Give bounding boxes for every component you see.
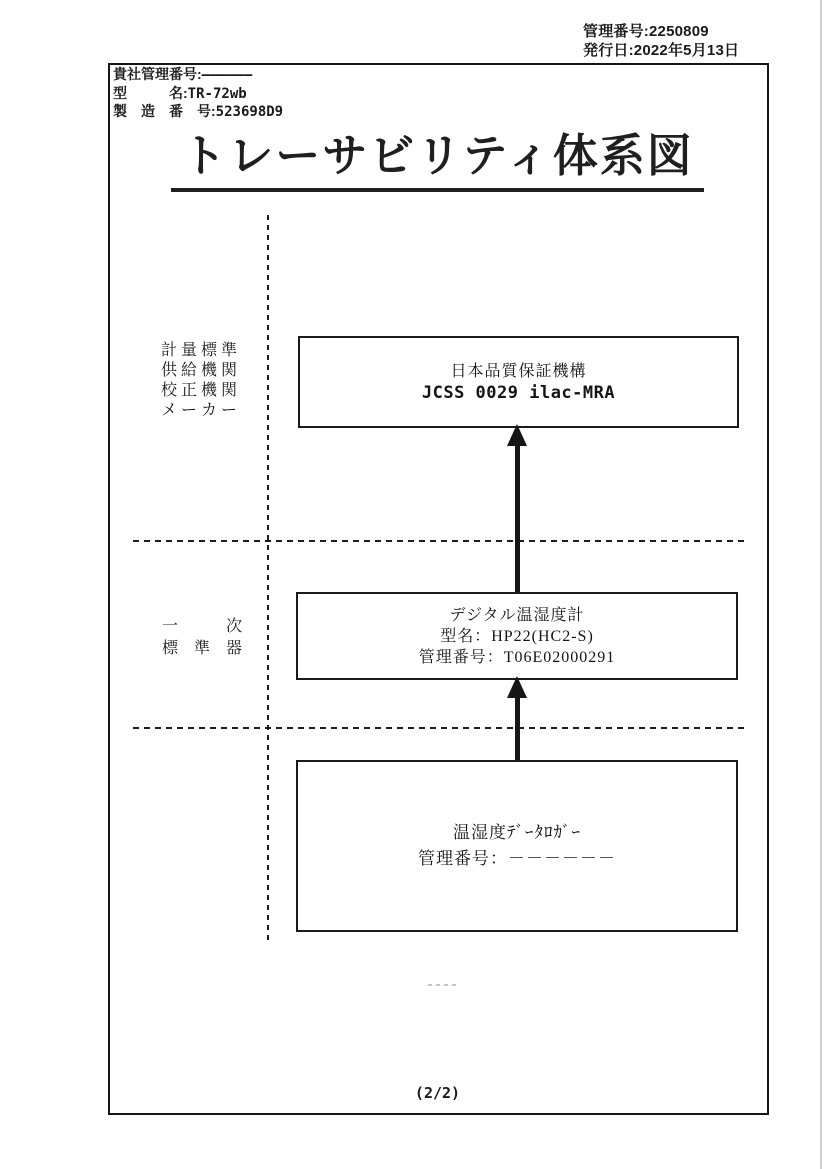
node-line: 管理番号：T06E02000291 [418, 648, 616, 666]
page-border [108, 63, 769, 1115]
title-wrap [108, 119, 767, 192]
level-label-line: メ ー カ ー [160, 402, 237, 419]
node-line: 管理番号：－－－－－－ [418, 849, 616, 868]
up-arrow-icon [507, 424, 528, 592]
arrow-body [515, 445, 520, 592]
level-label-line: 校 正 機 関 [160, 382, 237, 399]
level-label-standards-agencies [150, 341, 248, 421]
node-line: 日本品質保証機構 [450, 362, 587, 380]
level-label-line: 計 量 標 準 [160, 342, 237, 359]
device-info-block [113, 66, 283, 122]
scan-artifact [428, 984, 456, 986]
scan-edge-line [820, 0, 822, 1169]
issue-date-text: 発行日:2022年5月13日 [583, 42, 740, 59]
customer-control-number-value: —————— [201, 67, 253, 83]
arrow-head [507, 424, 527, 446]
node-line: 型名：HP22(HC2-S) [440, 627, 594, 645]
serial-number-value: 523698D9 [215, 104, 284, 120]
customer-control-number-label: 貴社管理番号: [113, 66, 202, 82]
serial-number-label: 製 造 番 号: [113, 103, 216, 119]
node-certification-body [298, 336, 739, 428]
vertical-dashed-divider [267, 215, 269, 942]
level-label-line: 供 給 機 関 [160, 362, 237, 379]
level-label-primary-standard [158, 616, 246, 660]
page-title: トレーサビリティ体系図 [171, 119, 704, 192]
node-line: 温湿度ﾃﾞｰﾀﾛｶﾞｰ [453, 823, 581, 842]
node-line: JCSS 0029 ilac-MRA [421, 382, 616, 403]
node-digital-hygrometer [296, 592, 738, 680]
document-header [583, 22, 739, 60]
page-number: (2/2) [414, 1084, 461, 1102]
up-arrow-icon [507, 676, 528, 760]
control-number-text: 管理番号:2250809 [583, 23, 709, 40]
node-data-logger [296, 760, 738, 932]
node-line: デジタル温湿度計 [449, 606, 585, 624]
level-label-line: 標 準 器 [161, 640, 242, 657]
horizontal-dashed-divider-2 [133, 727, 745, 729]
horizontal-dashed-divider-1 [133, 540, 745, 542]
arrow-head [507, 676, 527, 698]
model-name-label: 型 名: [113, 84, 188, 101]
arrow-body [515, 697, 520, 760]
level-label-line: 一 次 [161, 618, 242, 635]
model-name-value: TR-72wb [187, 85, 247, 102]
customer-control-number-row [113, 66, 283, 85]
model-name-row [113, 85, 283, 104]
